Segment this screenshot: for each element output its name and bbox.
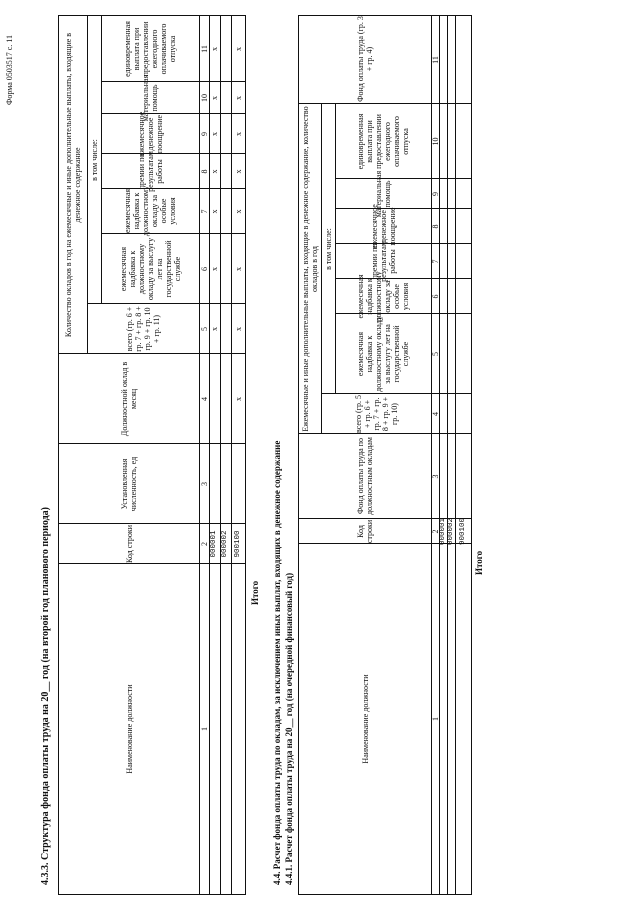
table1-title: 4.3.3. Структура фонда оплаты труда на 20__ год (на второй год планового периода) — [40, 507, 51, 885]
t1-head-code: Код строки — [124, 524, 134, 564]
t1-num-8: 8 — [199, 169, 209, 174]
t1-num-2: 2 — [199, 542, 209, 546]
t1-x-mark: x — [210, 47, 219, 51]
t1-x-mark: x — [233, 209, 243, 214]
t1-x-mark: x — [210, 267, 219, 271]
table1 — [58, 15, 246, 895]
t1-x-mark: x — [233, 397, 243, 401]
t2-head-c10: единовременная выплата при предоставлении ежегодного оплачиваемого отпуска — [356, 113, 410, 170]
t2-code-total: 900100 — [458, 517, 467, 545]
t1-code-row1: 000001 — [210, 530, 218, 558]
t1-head-group: Количество окладов в год на ежемесячные и иные дополнительные выплаты, входящие в денежное содержание — [64, 32, 82, 338]
t1-x-mark: x — [233, 96, 243, 100]
table2-title2: 4.4.1. Расчет фонда оплаты труда на 20__ год (на очередной финансовый год) — [284, 572, 294, 885]
t2-code-row1: 000001 — [438, 517, 447, 545]
t2-num-8: 8 — [430, 224, 440, 229]
t1-head-c8: премии по результатам работы — [136, 151, 164, 192]
t1-code-row2: 000002 — [221, 530, 229, 558]
t1-x-mark: x — [233, 169, 243, 174]
t2-head-c8: ежемесячное денежное поощрение — [369, 204, 397, 249]
t2-num-10: 10 — [430, 137, 440, 146]
t1-x-mark: x — [210, 169, 219, 174]
t2-num-5: 5 — [430, 352, 440, 356]
t1-code-total: 900100 — [233, 530, 242, 558]
t2-head-code: Код строки — [356, 519, 374, 544]
t1-num-4: 4 — [199, 397, 209, 401]
t1-head-c10: материальная помощь — [141, 74, 159, 122]
t1-num-3: 3 — [199, 482, 209, 486]
t1-num-6: 6 — [199, 267, 209, 271]
t1-x-mark: x — [233, 327, 243, 331]
t2-head-fund-total: Фонд оплаты труда (гр. 3 + гр. 4) — [356, 16, 374, 102]
t1-head-position: Наименование должности — [124, 684, 134, 774]
table2-title1: 4.4. Расчет фонда оплаты труда по окладам, за исключением иных выплат, входящих в денежное содержание — [272, 440, 282, 885]
t2-head-c6: ежемесячная надбавка к должностному окладу за особые условия — [356, 271, 410, 322]
t2-num-1: 1 — [430, 717, 440, 721]
form-label: Форма 0503517 с. 11 — [5, 34, 14, 105]
t1-x-mark: x — [233, 132, 243, 136]
t1-x-mark: x — [233, 47, 243, 51]
t2-head-position: Наименование должности — [360, 674, 370, 764]
t2-num-2: 2 — [430, 529, 440, 534]
t1-num-1: 1 — [199, 727, 209, 731]
t1-head-salary: Должностной оклад в месяц — [120, 361, 138, 437]
t1-num-7: 7 — [199, 209, 209, 214]
t2-code-row2: 000002 — [446, 517, 455, 545]
t1-head-incl: в том числе: — [89, 139, 99, 181]
t1-num-11: 11 — [199, 45, 209, 53]
t1-x-mark: x — [210, 327, 219, 331]
t2-head-fund-salary: Фонд оплаты труда по должностным окладам — [356, 437, 374, 515]
t2-head-c7: премии по результатам работы — [369, 241, 397, 282]
t2-head-total: всего (гр. 5 + гр. 6 + гр. 7 + гр. 8 + гр. 9 + гр. 10) — [353, 395, 399, 433]
t1-head-c11: единовременная выплата при предоставлении ежегодного оплачиваемого отпуска — [123, 21, 177, 77]
t1-x-mark: x — [210, 96, 219, 100]
t1-num-10: 10 — [199, 94, 209, 102]
t1-num-9: 9 — [199, 132, 209, 136]
t2-num-7: 7 — [430, 259, 440, 264]
t1-head-staff: Установленная численность, ед — [120, 456, 138, 512]
t2-head-c5: ежемесячная надбавка к должностному окладу за выслугу лет на государственной службе — [356, 316, 410, 392]
t1-num-5: 5 — [199, 327, 209, 331]
t1-x-mark: x — [210, 132, 219, 136]
t1-x-mark: x — [233, 267, 243, 271]
t2-total-label: Итого — [474, 550, 484, 575]
table2 — [298, 15, 472, 895]
t1-x-mark: x — [210, 209, 219, 214]
t2-num-4: 4 — [430, 412, 440, 416]
t1-head-c7: ежемесячная надбавка к должностному окладу за особые условия — [123, 185, 177, 237]
t2-num-11: 11 — [430, 56, 440, 64]
t1-head-total: всего (гр. 6 + гр. 7 + гр. 8 + гр. 9 + гр. 10 + гр. 11) — [125, 306, 161, 352]
t2-num-9: 9 — [430, 192, 440, 196]
t1-head-c6: ежемесячная надбавка к должностному окладу за выслугу лет на государственной службе — [118, 237, 182, 301]
t2-head-group: Ежемесячные и иные дополнительные выплаты, входящие в денежное содержание, количество окладов в год — [301, 106, 319, 432]
t2-num-3: 3 — [430, 474, 440, 479]
t1-total-label: Итого — [250, 580, 260, 605]
t2-head-c9: материальная помощь — [374, 170, 392, 218]
t2-num-6: 6 — [430, 294, 440, 299]
t1-head-c9: ежемесячное денежное поощрение — [136, 111, 164, 157]
t2-head-incl: в том числе: — [323, 228, 333, 270]
